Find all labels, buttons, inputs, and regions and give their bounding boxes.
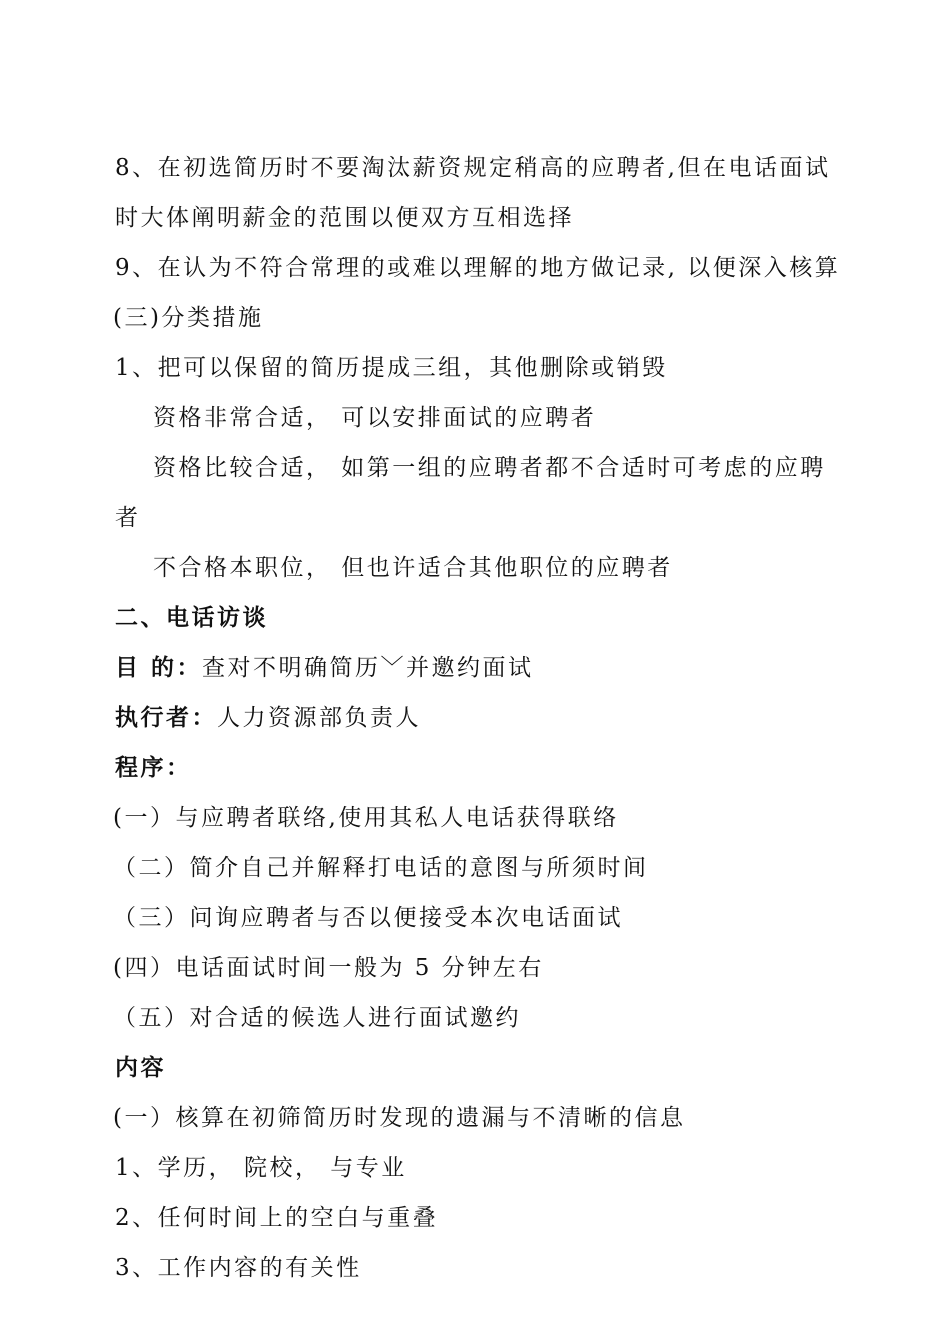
text-line: 时大体阐明薪金的范围以便双方互相选择 <box>115 205 574 231</box>
procedure-step: （五）对合适的候选人进行面试邀约 <box>113 1005 521 1031</box>
list-item-continuation: 者 <box>115 505 141 531</box>
text-line: 1、把可以保留的简历提成三组，其他删除或销毁 <box>115 355 668 381</box>
section-heading: (三)分类措施 <box>113 305 264 331</box>
text-line: 9、在认为不符合常理的或难以理解的地方做记录, 以便深入核算 <box>115 255 841 281</box>
executor-line <box>115 703 845 733</box>
content-label: 内容 <box>115 1054 166 1081</box>
content-item: 3、工作内容的有关性 <box>115 1255 362 1281</box>
content-item: 1、学历， 院校， 与专业 <box>115 1155 407 1181</box>
procedure-step: (四）电话面试时间一般为 5 分钟左右 <box>113 955 544 981</box>
procedure-step: （三）问询应聘者与否以便接受本次电话面试 <box>113 905 623 931</box>
purpose-text: 查对不明确简历﹀并邀约面试 <box>202 655 534 681</box>
section-title: 二、电话访谈 <box>115 604 268 631</box>
content-item: 2、任何时间上的空白与重叠 <box>115 1205 439 1231</box>
purpose-label: 目 的： <box>115 654 203 681</box>
list-item: 资格比较合适， 如第一组的应聘者都不合适时可考虑的应聘 <box>153 455 826 481</box>
procedure-step: (一）与应聘者联络,使用其私人电话获得联络 <box>113 805 619 831</box>
procedure-step: （二）简介自己并解释打电话的意图与所须时间 <box>113 855 649 881</box>
executor-label: 执行者： <box>115 704 217 731</box>
list-item: 不合格本职位， 但也许适合其他职位的应聘者 <box>153 555 673 581</box>
procedure-label: 程序： <box>115 754 192 781</box>
text-line: 8、在初选简历时不要淘汰薪资规定稍高的应聘者,但在电话面试 <box>115 155 831 181</box>
executor-text: 人力资源部负责人 <box>217 705 421 731</box>
purpose-line <box>115 653 845 683</box>
list-item: 资格非常合适， 可以安排面试的应聘者 <box>153 405 597 431</box>
content-item: (一）核算在初筛简历时发现的遗漏与不清晰的信息 <box>113 1105 686 1131</box>
